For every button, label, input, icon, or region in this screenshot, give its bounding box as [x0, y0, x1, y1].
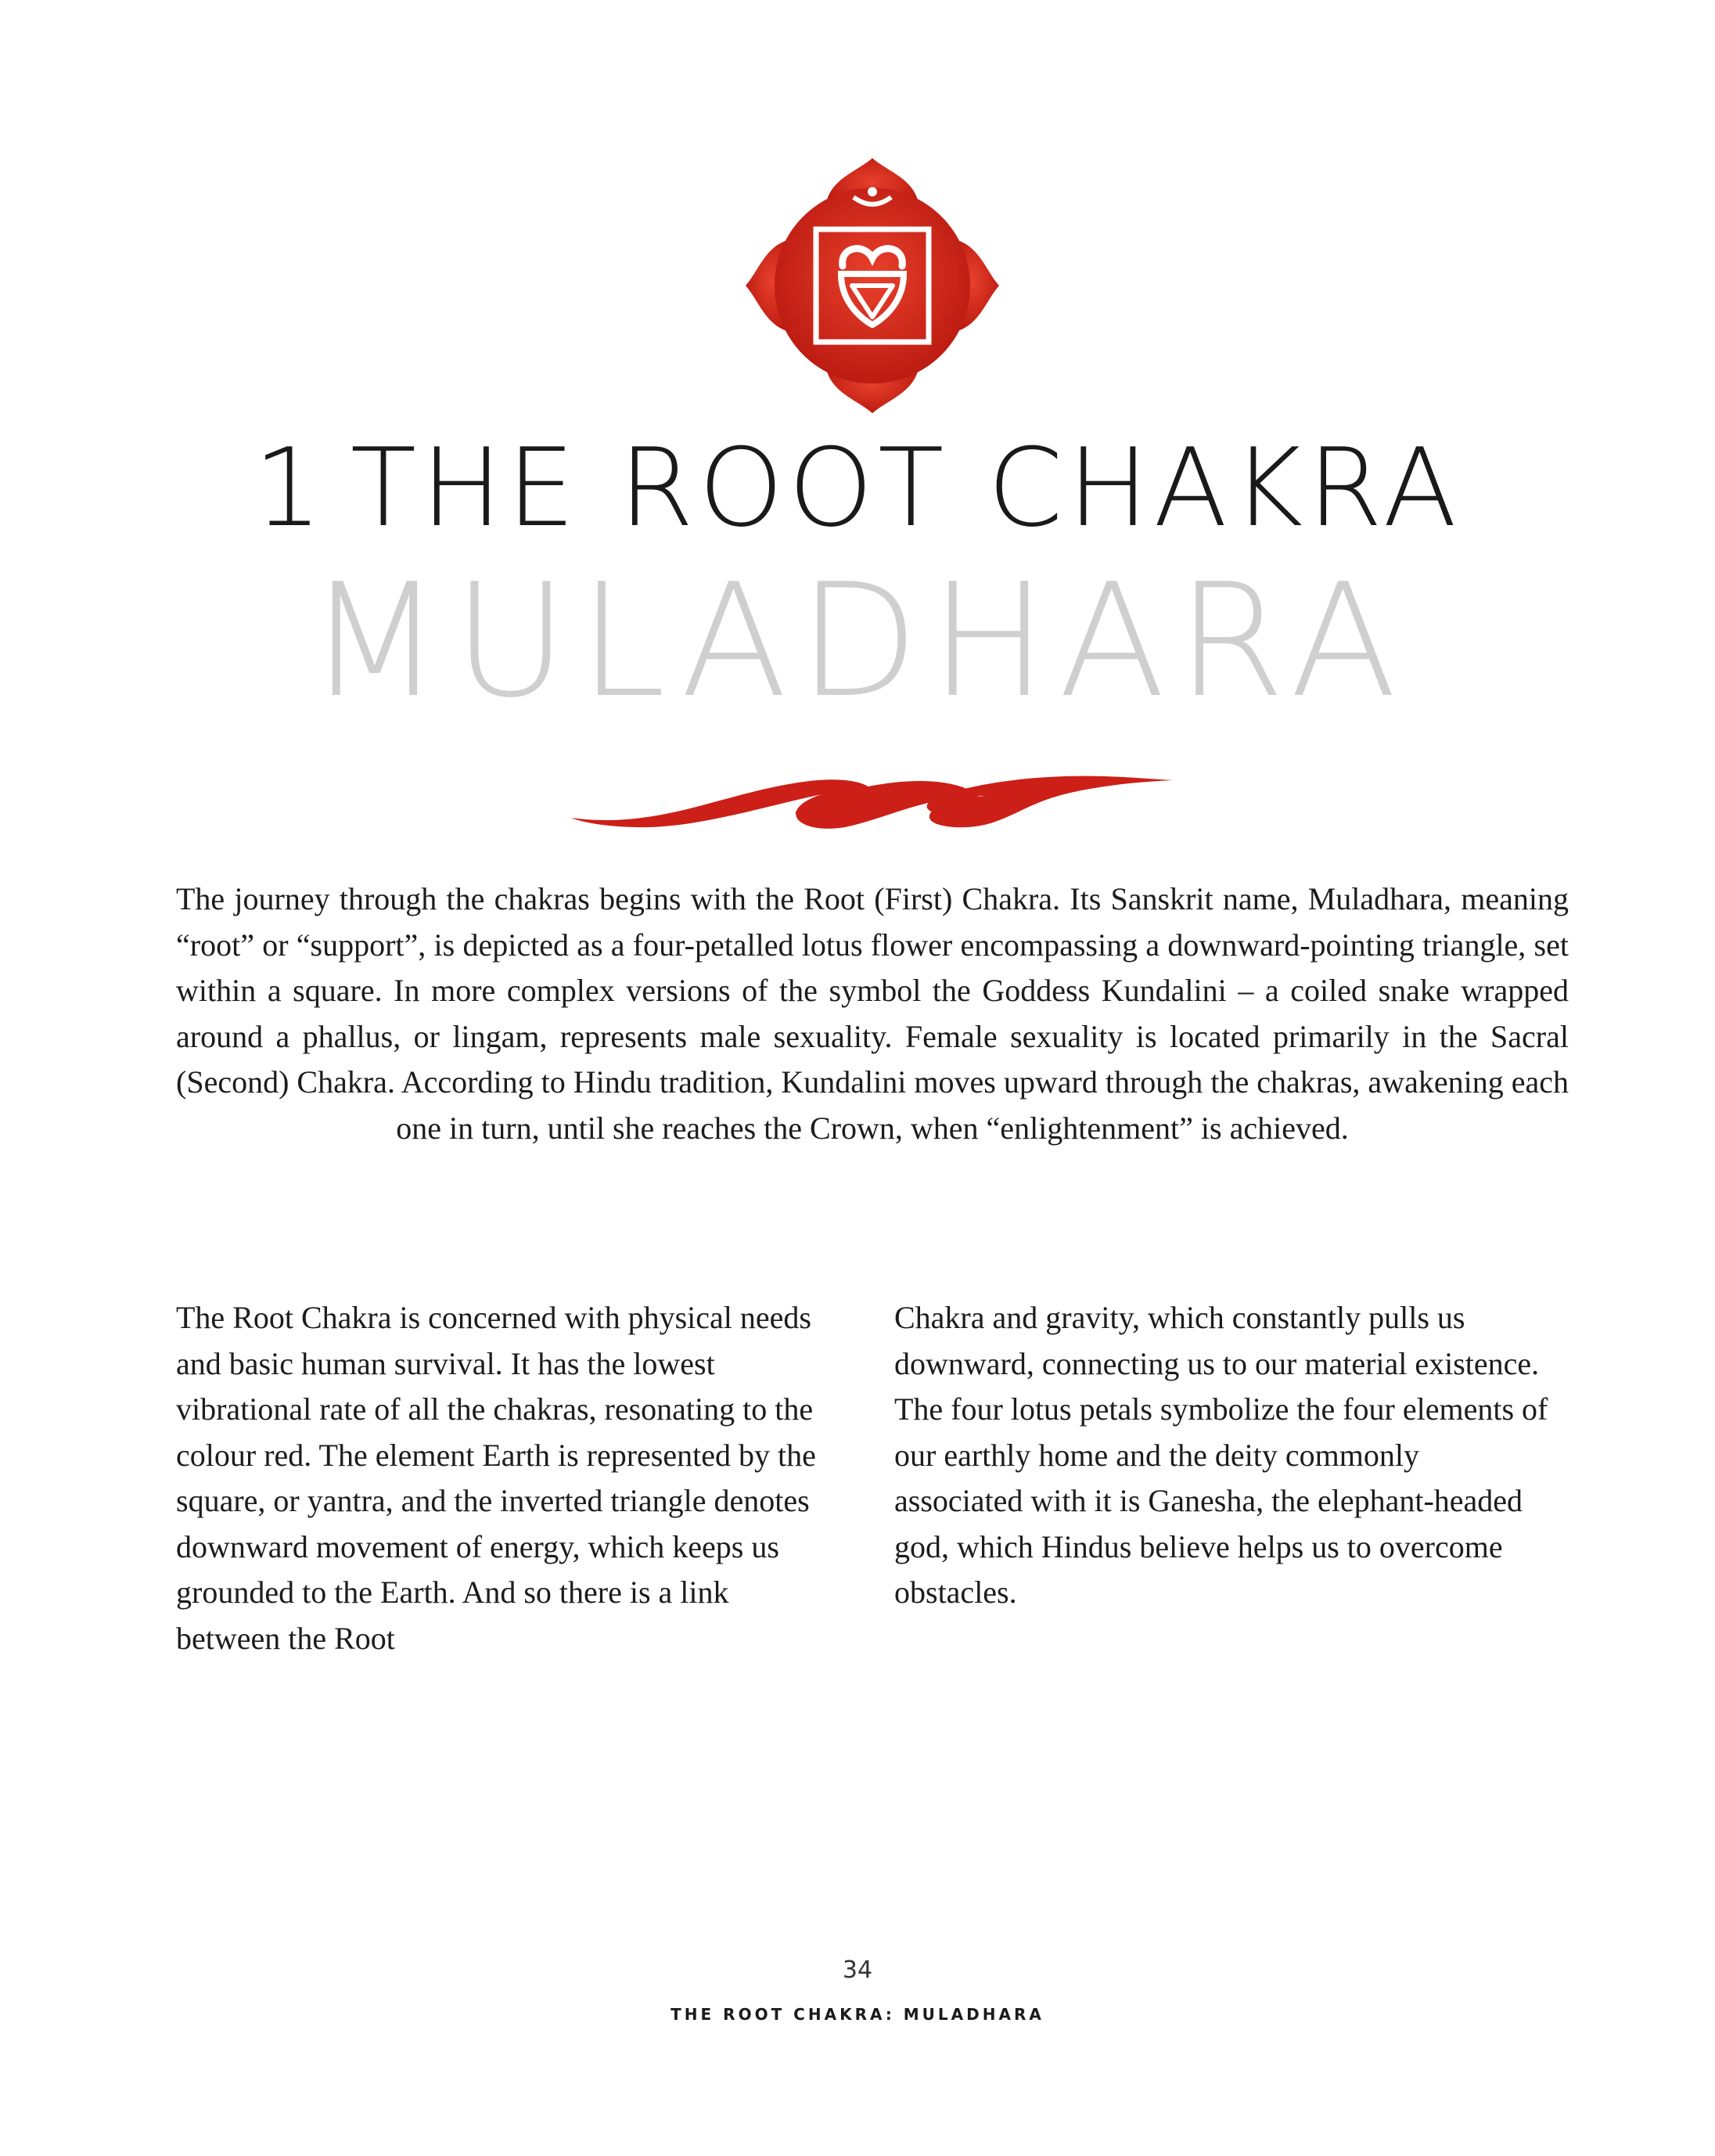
chapter-title-text: THE ROOT CHAKRA [350, 425, 1462, 551]
chapter-number: 1 [253, 425, 327, 551]
running-footer: THE ROOT CHAKRA: MULADHARA [671, 2005, 1044, 2024]
chapter-subtitle: MULADHARA [307, 550, 1408, 732]
body-column-left: The Root Chakra is concerned with physical needs and basic human survival. It has the lowest vibrational rate of all the chakras, resonating to the colour red. The element Earth is represented by the square, or yantra, and the inverted triangle denotes downward movement of energy, which keeps us grounded to the Earth. And so there is a link between the Root [176, 1300, 816, 1656]
root-chakra-symbol-icon [739, 149, 1005, 423]
intro-paragraph: The journey through the chakras begins with the Root (First) Chakra. Its Sanskrit name, Muladhara, meaning “root” or “support”, is depicted as a four-petalled lotus flower encompassing a downward-pointing triangle, set within a square. In more complex versions of the symbol the Goddess Kundalini – a coiled snake wrapped around a phallus, or lingam, represents male sexuality. Female sexuality is located primarily in the Sacral (Second) Chakra. According to Hindu tradition, Kundalini moves upward through the chakras, awakening each one in turn, until she reaches the Crown, when “enlightenment” is achieved. [176, 881, 1569, 1146]
page-number: 34 [842, 1956, 873, 1984]
chapter-title [0, 425, 1715, 551]
red-wave-ornament-icon [563, 763, 1181, 841]
body-column-right: Chakra and gravity, which constantly pulls us downward, connecting us to our material existence. The four lotus petals symbolize the four elements of our earthly home and the deity commonly associated with it is Ganesha, the elephant-headed god, which Hindus believe helps us to overcome obstacles. [894, 1300, 1548, 1610]
